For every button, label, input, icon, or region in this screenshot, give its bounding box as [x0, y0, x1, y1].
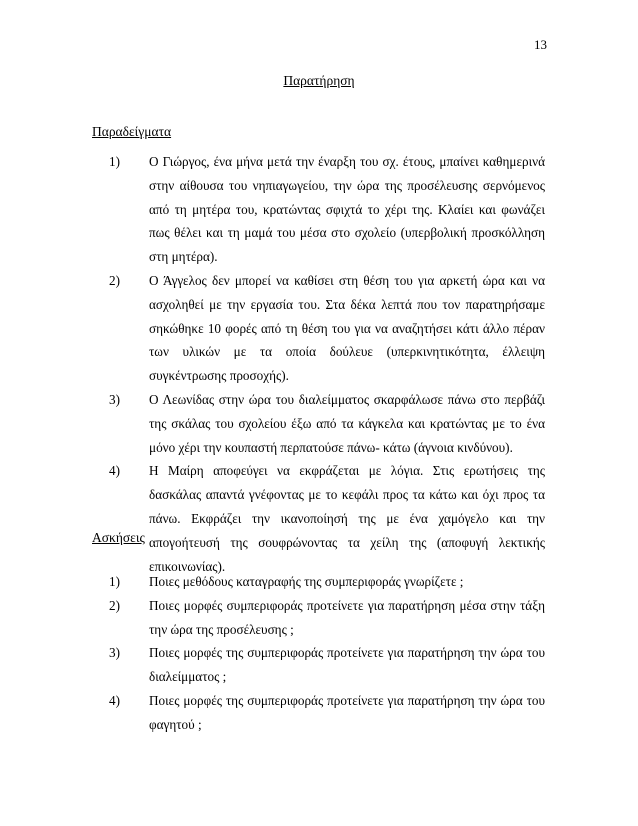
list-item	[0, 269, 638, 388]
item-text: Ο Άγγελος δεν μπορεί να καθίσει στη θέση του για αρκετή ώρα και να ασχοληθεί με την εργασία του. Στα δέκα λεπτά που τον παρατηρήσαμε σηκώθηκε 10 φορές από τη θέση του για να αναζητήσει κάτι άλλο πέραν των υλικών με τα οποία δούλευε (υπερκινητικότητα, έλλειψη συγκέντρωσης προσοχής).	[149, 272, 545, 384]
item-number: 2)	[109, 597, 120, 613]
item-text: Η Μαίρη αποφεύγει να εκφράζεται με λόγια. Στις ερωτήσεις της δασκάλας απαντά γνέφοντας με το κεφάλι προς τα κάτω και όχι προς τα πάνω. Εκφράζει την ικανοποίησή της με ένα χαμόγελο και την απογοήτευσή της σουφρώνοντας τα χείλη της (αποφυγή λεκτικής επικοινωνίας).	[149, 463, 545, 574]
item-text: Ο Λεωνίδας στην ώρα του διαλείμματος σκαρφάλωσε πάνω στο περβάζι της σκάλας του σχολείου έξω από τα κάγκελα και κρατώντας με το ένα μόνο χέρι την κουπαστή περπατούσε πάνω- κάτω (άγνοια κινδύνου).	[149, 391, 545, 455]
item-number: 1)	[109, 154, 120, 169]
list-item	[0, 459, 638, 578]
list-item	[0, 570, 638, 594]
item-text: Ποιες μεθόδους καταγραφής της συμπεριφοράς γνωρίζετε ;	[149, 574, 464, 589]
exercises-heading: Ασκήσεις	[92, 530, 145, 545]
list-item	[0, 150, 638, 269]
item-text: Ποιες μορφές της συμπεριφοράς προτείνετε για παρατήρηση την ώρα του διαλείμματος ;	[149, 645, 545, 685]
list-item	[0, 594, 638, 642]
item-text: Ποιες μορφές της συμπεριφοράς προτείνετε για παρατήρηση την ώρα του φαγητού ;	[149, 692, 545, 732]
item-number: 4)	[109, 463, 120, 479]
exercises-list	[0, 570, 638, 737]
item-number: 3)	[109, 391, 120, 407]
list-item	[0, 689, 638, 737]
item-number: 3)	[109, 645, 120, 661]
examples-list	[0, 150, 638, 578]
item-number: 2)	[109, 272, 120, 288]
list-item	[0, 641, 638, 689]
page-title: Παρατήρηση	[283, 73, 355, 88]
item-text: Ποιες μορφές συμπεριφοράς προτείνετε για παρατήρηση μέσα στην τάξη την ώρα της προσέλευσης ;	[149, 597, 545, 637]
page-number: 13	[534, 37, 547, 52]
item-text: Ο Γιώργος, ένα μήνα μετά την έναρξη του σχ. έτους, μπαίνει καθημερινά στην αίθουσα του νηπιαγωγείου, την ώρα της προσέλευσης σερνόμενος από τη μητέρα του, κρατώντας σφιχτά το χέρι της. Κλαίει και φωνάζει πως θέλει και τη μαμά του μέσα στο σχολείο (υπερβολική προσκόλληση στη μητέρα).	[149, 154, 545, 265]
item-number: 1)	[109, 574, 120, 589]
item-number: 4)	[109, 692, 120, 708]
list-item	[0, 388, 638, 459]
examples-heading: Παραδείγματα	[92, 124, 172, 139]
